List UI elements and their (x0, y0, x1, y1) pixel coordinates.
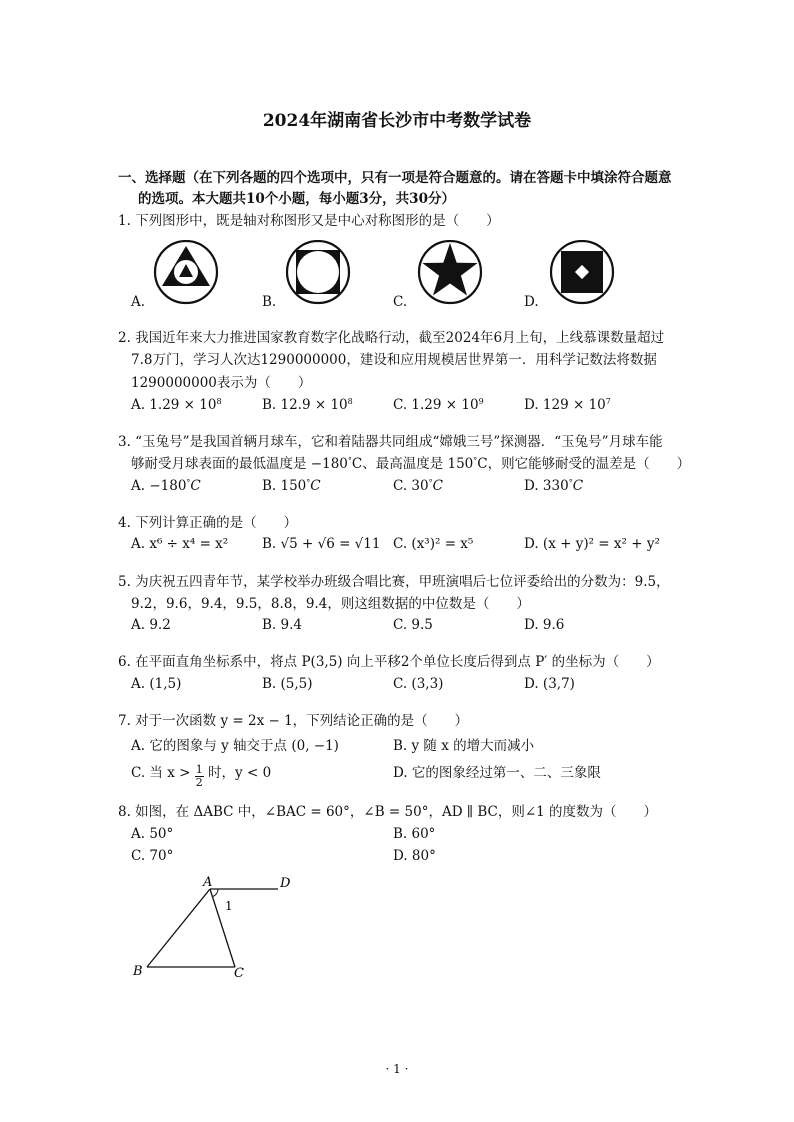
q8-triangle-figure (126, 870, 306, 985)
q4-option-b: B. √5 + √6 = √11 (262, 536, 381, 552)
q5-line1: 5. 为庆祝五四青年节，某学校举办班级合唱比赛，甲班演唱后七位评委给出的分数为：9.5， (118, 574, 670, 590)
angle-1-arc (213, 889, 219, 897)
q6-stem: 6. 在平面直角坐标系中，将点 P(3,5) 向上平移2个单位长度后得到点 P′ 的坐标为（ ） (118, 654, 660, 670)
q5-option-a: A. 9.2 (131, 617, 171, 633)
q1-figures (148, 240, 628, 314)
q1-figure-a (155, 241, 217, 303)
q5-option-b: B. 9.4 (262, 617, 302, 633)
q4-option-c: C. (x³)² = x⁵ (393, 536, 474, 552)
q8-option-b: B. 60° (393, 826, 436, 842)
q2-line3: 1290000000表示为（ ） (131, 375, 312, 391)
q2-line2: 7.8万门，学习人次达1290000000，建设和应用规模居世界第一．用科学记数法将数据 (131, 352, 657, 368)
q8-option-d: D. 80° (393, 848, 436, 864)
q3-option-d: D. 330°C (524, 478, 584, 494)
q5-line2: 9.2，9.6，9.4，9.5，8.8，9.4，则这组数据的中位数是（ ） (131, 596, 530, 612)
q2-option-c: C. $1.29 \times 10^9$ (393, 397, 484, 413)
q1-figure-d (551, 241, 613, 303)
q1-option-b: B. (262, 294, 277, 310)
label-a: A (203, 875, 213, 890)
q3-line1: 3. “玉兔号”是我国首辆月球车，它和着陆器共同组成“嫦娥三号”探测器．“玉兔号”月球车能 (118, 434, 663, 450)
q7-option-d: D. 它的图象经过第一、二、三象限 (393, 765, 601, 781)
q1-option-c: C. (393, 294, 408, 310)
q2-option-d: D. $129 \times 10^7$ (524, 397, 611, 413)
q1-figure-b (287, 241, 349, 303)
q6-option-a: A. (1,5) (131, 676, 182, 692)
section-heading-line1: 一、选择题（在下列各题的四个选项中，只有一项是符合题意的。请在答题卡中填涂符合题意 (118, 170, 672, 186)
q3-option-b: B. 150°C (262, 478, 321, 494)
line-ab (147, 889, 210, 967)
q5-option-d: D. 9.6 (524, 617, 565, 633)
q4-option-d: D. (x + y)² = x² + y² (524, 536, 660, 552)
q8-option-a: A. 50° (131, 826, 174, 842)
q1-stem: 1. 下列图形中，既是轴对称图形又是中心对称图形的是（ ） (118, 213, 500, 229)
q2-line1: 2. 我国近年来大力推进国家教育数字化战略行动，截至2024年6月上旬，上线慕课数量超过 (118, 330, 665, 346)
label-angle-1: 1 (225, 899, 233, 913)
q4-stem: 4. 下列计算正确的是（ ） (118, 515, 298, 531)
q2-option-b: B. $12.9 \times 10^8$ (262, 397, 353, 413)
q5-option-c: C. 9.5 (393, 617, 433, 633)
q1-option-a: A. (131, 294, 146, 310)
q7-option-c: C. 当 x > $\frac{1}{2}$ 时，y < 0 (131, 763, 272, 789)
q6-option-b: B. (5,5) (262, 676, 313, 692)
q1-figure-c (419, 241, 481, 303)
q7-stem: 7. 对于一次函数 y = 2x − 1，下列结论正确的是（ ） (118, 713, 469, 729)
q3-option-a: A. −180°C (131, 478, 201, 494)
q3-line2: 够耐受月球表面的最低温度是 −180°C、最高温度是 150°C，则它能够耐受的温差是（ ） (131, 456, 691, 472)
label-b: B (133, 964, 143, 979)
page-number: · 1 · (385, 1062, 409, 1076)
q1-option-d: D. (524, 294, 539, 310)
label-c: C (234, 966, 244, 981)
q2-option-a: A. $1.29 \times 10^8$ (131, 397, 222, 413)
q3-option-c: C. 30°C (393, 478, 443, 494)
q7-option-b: B. y 随 x 的增大而减小 (393, 738, 535, 754)
fraction-one-half: $\frac{1}{2}$ (195, 763, 203, 789)
q8-stem: 8. 如图，在 ΔABC 中，∠BAC = 60°，∠B = 50°，AD ∥ BC，则∠1 的度数为（ ） (118, 804, 658, 820)
q6-option-d: D. (3,7) (524, 676, 575, 692)
q4-option-a: A. x⁶ ÷ x⁴ = x² (131, 536, 229, 552)
page-title: 2024年湖南省长沙市中考数学试卷 (262, 111, 532, 131)
section-heading-line2: 的选项。本大题共10个小题，每小题3分，共30分） (138, 191, 455, 207)
label-d: D (280, 876, 291, 891)
q7-option-a: A. 它的图象与 y 轴交于点 (0, −1) (131, 738, 339, 754)
q8-option-c: C. 70° (131, 848, 174, 864)
q6-option-c: C. (3,3) (393, 676, 444, 692)
